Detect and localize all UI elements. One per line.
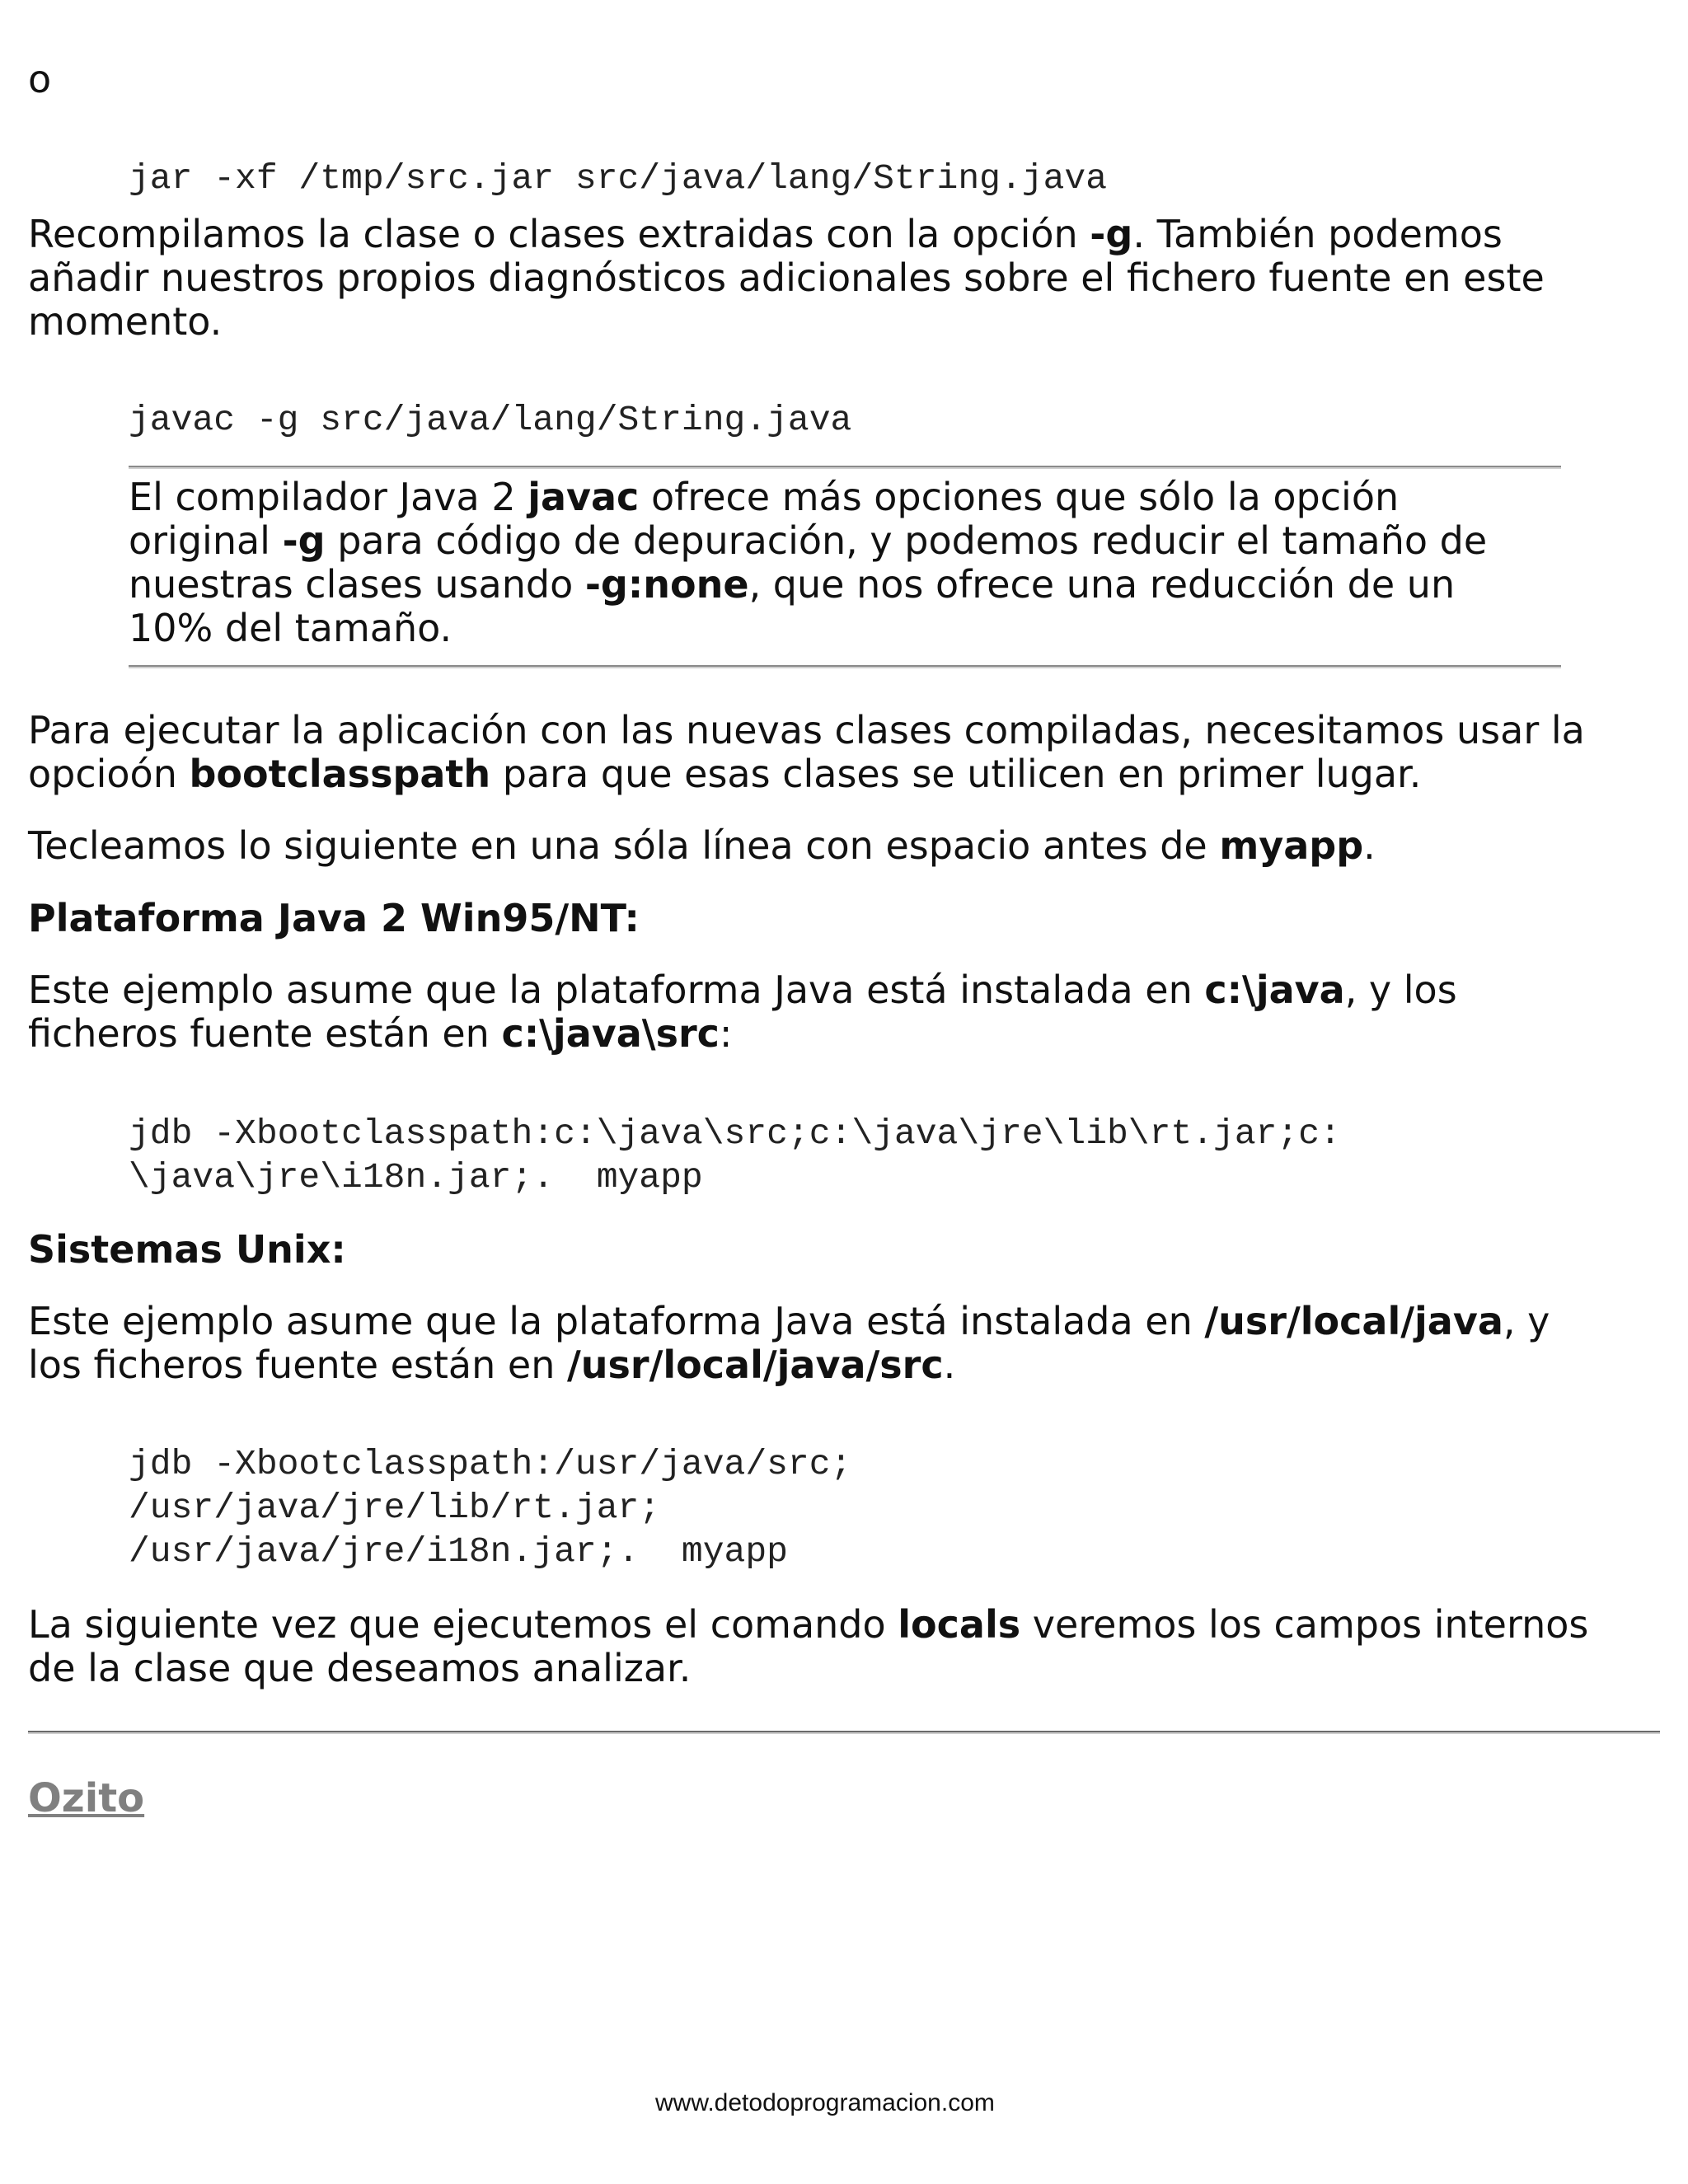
text-span: .	[943, 1343, 956, 1387]
paragraph-locals	[28, 1603, 1588, 1690]
text-span: .	[1363, 823, 1376, 868]
text-span: Tecleamos lo siguiente en una sóla línea con espacio antes de	[28, 823, 1220, 868]
note-line	[129, 563, 1487, 607]
code-line: jdb -Xbootclasspath:/usr/java/src;	[129, 1444, 852, 1484]
code-block-jdb-windows	[129, 1112, 1341, 1199]
text-span: El compilador Java 2	[129, 475, 528, 519]
paragraph-line	[28, 968, 1457, 1012]
locals-term: locals	[898, 1602, 1021, 1647]
code-block-jdb-unix	[129, 1442, 851, 1573]
text-span: ficheros fuente están en	[28, 1011, 502, 1056]
note-bottom-divider	[129, 665, 1561, 668]
option-g: -g	[282, 518, 326, 563]
paragraph-line	[28, 1603, 1588, 1647]
path-term: /usr/local/java/src	[566, 1343, 944, 1387]
paragraph-windows-paths	[28, 968, 1457, 1056]
paragraph-bootclasspath	[28, 709, 1585, 796]
text-span: nuestras clases usando	[129, 562, 585, 607]
text-span: para que esas clases se utilicen en primer lugar.	[490, 752, 1422, 796]
text-span: los ficheros fuente están en	[28, 1343, 567, 1387]
heading-win95-nt: Plataforma Java 2 Win95/NT:	[28, 896, 640, 940]
text-span: opcioón	[28, 752, 190, 796]
note-top-divider	[129, 466, 1561, 469]
note-line	[129, 476, 1487, 519]
myapp-term: myapp	[1219, 823, 1364, 868]
code-block-jar: jar -xf /tmp/src.jar src/java/lang/String.java	[129, 158, 1107, 199]
text-span: ofrece más opciones que sólo la opción	[639, 475, 1400, 519]
text-span: :	[719, 1011, 733, 1056]
text-span: veremos los campos internos	[1020, 1602, 1589, 1647]
paragraph-line	[28, 1343, 1550, 1387]
paragraph-line	[28, 1300, 1550, 1343]
text-span: . También podemos	[1132, 212, 1503, 256]
note-box	[129, 476, 1487, 650]
path-term: c:\java	[1204, 968, 1345, 1012]
text-span: Recompilamos la clase o clases extraidas con la opción	[28, 212, 1090, 256]
paragraph-line: momento.	[28, 299, 223, 344]
page-divider	[28, 1731, 1660, 1734]
path-term: /usr/local/java	[1204, 1299, 1503, 1343]
paragraph-line	[28, 1012, 1457, 1056]
top-fragment: o	[28, 57, 52, 101]
footer-url: www.detodoprogramacion.com	[655, 2089, 995, 2116]
text-span: para código de depuración, y podemos reducir el tamaño de	[325, 518, 1488, 563]
text-span: Este ejemplo asume que la plataforma Java está instalada en	[28, 1299, 1205, 1343]
text-span: Este ejemplo asume que la plataforma Java está instalada en	[28, 968, 1205, 1012]
note-line: 10% del tamaño.	[129, 606, 452, 650]
text-span: , y los	[1344, 968, 1457, 1012]
note-line	[129, 519, 1487, 563]
paragraph-line	[28, 213, 1545, 256]
code-line: /usr/java/jre/i18n.jar;. myapp	[129, 1531, 788, 1572]
code-block-javac: javac -g src/java/lang/String.java	[129, 400, 852, 440]
option-g: -g	[1090, 212, 1133, 256]
paragraph-line: añadir nuestros propios diagnósticos adicionales sobre el fichero fuente en este	[28, 255, 1545, 300]
javac-term: javac	[528, 475, 640, 519]
paragraph-line: Para ejecutar la aplicación con las nuevas clases compiladas, necesitamos usar la	[28, 708, 1585, 752]
ozito-link[interactable]: Ozito	[28, 1775, 145, 1821]
text-span: La siguiente vez que ejecutemos el comando	[28, 1602, 898, 1647]
option-g-none: -g:none	[584, 562, 749, 607]
path-term: c:\java\src	[501, 1011, 720, 1056]
code-line: \java\jre\i18n.jar;. myapp	[129, 1157, 703, 1197]
paragraph-recompile	[28, 213, 1545, 344]
paragraph-unix-paths	[28, 1300, 1550, 1387]
paragraph-line: de la clase que deseamos analizar.	[28, 1646, 692, 1690]
text-span: original	[129, 518, 283, 563]
paragraph-myapp	[28, 824, 1376, 868]
text-span: , que nos ofrece una reducción de un	[748, 562, 1456, 607]
bootclasspath-term: bootclasspath	[189, 752, 491, 796]
paragraph-line	[28, 752, 1585, 796]
text-span: , y	[1503, 1299, 1550, 1343]
heading-unix: Sistemas Unix:	[28, 1227, 346, 1272]
code-line: /usr/java/jre/lib/rt.jar;	[129, 1488, 661, 1528]
code-line: jdb -Xbootclasspath:c:\java\src;c:\java\jre\lib\rt.jar;c:	[129, 1113, 1341, 1154]
